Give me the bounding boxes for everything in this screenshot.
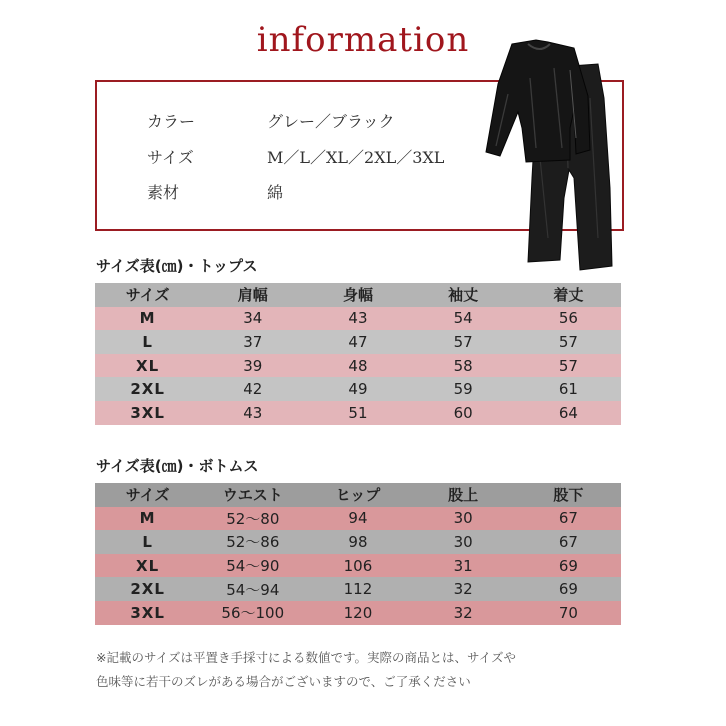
column-header: サイズ [125,486,170,505]
table-cell: 49 [348,380,368,399]
column-header: 肩幅 [237,286,268,305]
tops-size-table [95,283,621,425]
info-value: 綿 [267,183,284,202]
table-cell: 31 [453,556,473,575]
pajama-set-image [470,38,620,278]
table-cell: 51 [348,403,368,422]
measurement-note [96,646,636,694]
table-cell: 57 [558,356,578,375]
size-cell: 3XL [130,403,165,422]
column-header: サイズ [125,286,170,305]
table-cell: 32 [453,580,473,599]
bottoms-size-chart-title: サイズ表(㎝)・ボトムス [96,457,259,475]
table-cell: 59 [453,380,473,399]
column-header: 着丈 [553,286,584,305]
size-cell: 3XL [130,603,165,622]
size-cell: M [139,309,156,328]
table-row [95,330,621,354]
bottoms-size-table [95,483,621,625]
table-cell: 112 [343,580,373,599]
table-cell: 56～100 [221,604,285,623]
table-cell: 47 [348,332,368,351]
table-cell: 52～86 [226,533,280,552]
table-cell: 69 [558,580,578,599]
table-cell: 67 [558,532,578,551]
size-cell: 2XL [130,580,165,599]
table-cell: 67 [558,509,578,528]
table-cell: 48 [348,356,368,375]
table-row [95,554,621,578]
table-header-row [95,483,621,507]
info-label: カラー [147,112,196,131]
table-cell: 106 [343,556,373,575]
table-row [95,401,621,425]
column-header: ヒップ [335,486,381,505]
info-label: 素材 [147,183,180,202]
table-cell: 54～90 [226,557,280,576]
note-line: 色味等に若干のズレがある場合がございますので、ご了承ください [96,674,471,689]
table-row [95,601,621,625]
column-header: ウエスト [222,486,283,505]
size-cell: 2XL [130,380,165,399]
table-cell: 54～94 [226,580,280,599]
table-cell: 56 [558,309,578,328]
table-row [95,377,621,401]
table-row [95,354,621,378]
table-cell: 57 [453,332,473,351]
info-value: M／L／XL／2XL／3XL [267,148,445,167]
table-cell: 32 [453,603,473,622]
info-value: グレー／ブラック [267,112,395,131]
table-cell: 43 [243,403,263,422]
table-cell: 37 [243,332,263,351]
table-header-row [95,283,621,307]
table-cell: 70 [558,603,578,622]
table-cell: 39 [243,356,263,375]
size-cell: XL [136,356,160,375]
column-header: 袖丈 [448,286,479,305]
table-cell: 54 [453,309,473,328]
info-label: サイズ [147,148,194,167]
table-row [95,577,621,601]
table-cell: 43 [348,309,368,328]
table-row [95,507,621,531]
table-cell: 52～80 [226,509,280,528]
table-cell: 69 [558,556,578,575]
note-line: ※記載のサイズは平置き手採寸による数値です。実際の商品とは、サイズや [96,650,516,665]
table-cell: 58 [453,356,473,375]
table-cell: 42 [243,380,263,399]
table-cell: 64 [558,403,578,422]
size-cell: L [142,532,153,551]
table-cell: 120 [343,603,373,622]
table-cell: 94 [348,509,368,528]
size-cell: L [142,332,153,351]
size-cell: XL [136,556,160,575]
size-cell: M [139,509,156,528]
table-row [95,307,621,331]
table-cell: 34 [243,309,263,328]
column-header: 股下 [553,486,584,505]
table-cell: 57 [558,332,578,351]
page-title: information [256,20,470,60]
tops-size-chart-title: サイズ表(㎝)・トップス [96,257,258,275]
column-header: 股上 [448,486,479,505]
table-cell: 61 [558,380,578,399]
table-cell: 30 [453,509,473,528]
table-cell: 30 [453,532,473,551]
column-header: 身幅 [342,286,373,305]
table-cell: 60 [453,403,473,422]
table-cell: 98 [348,532,368,551]
table-row [95,530,621,554]
